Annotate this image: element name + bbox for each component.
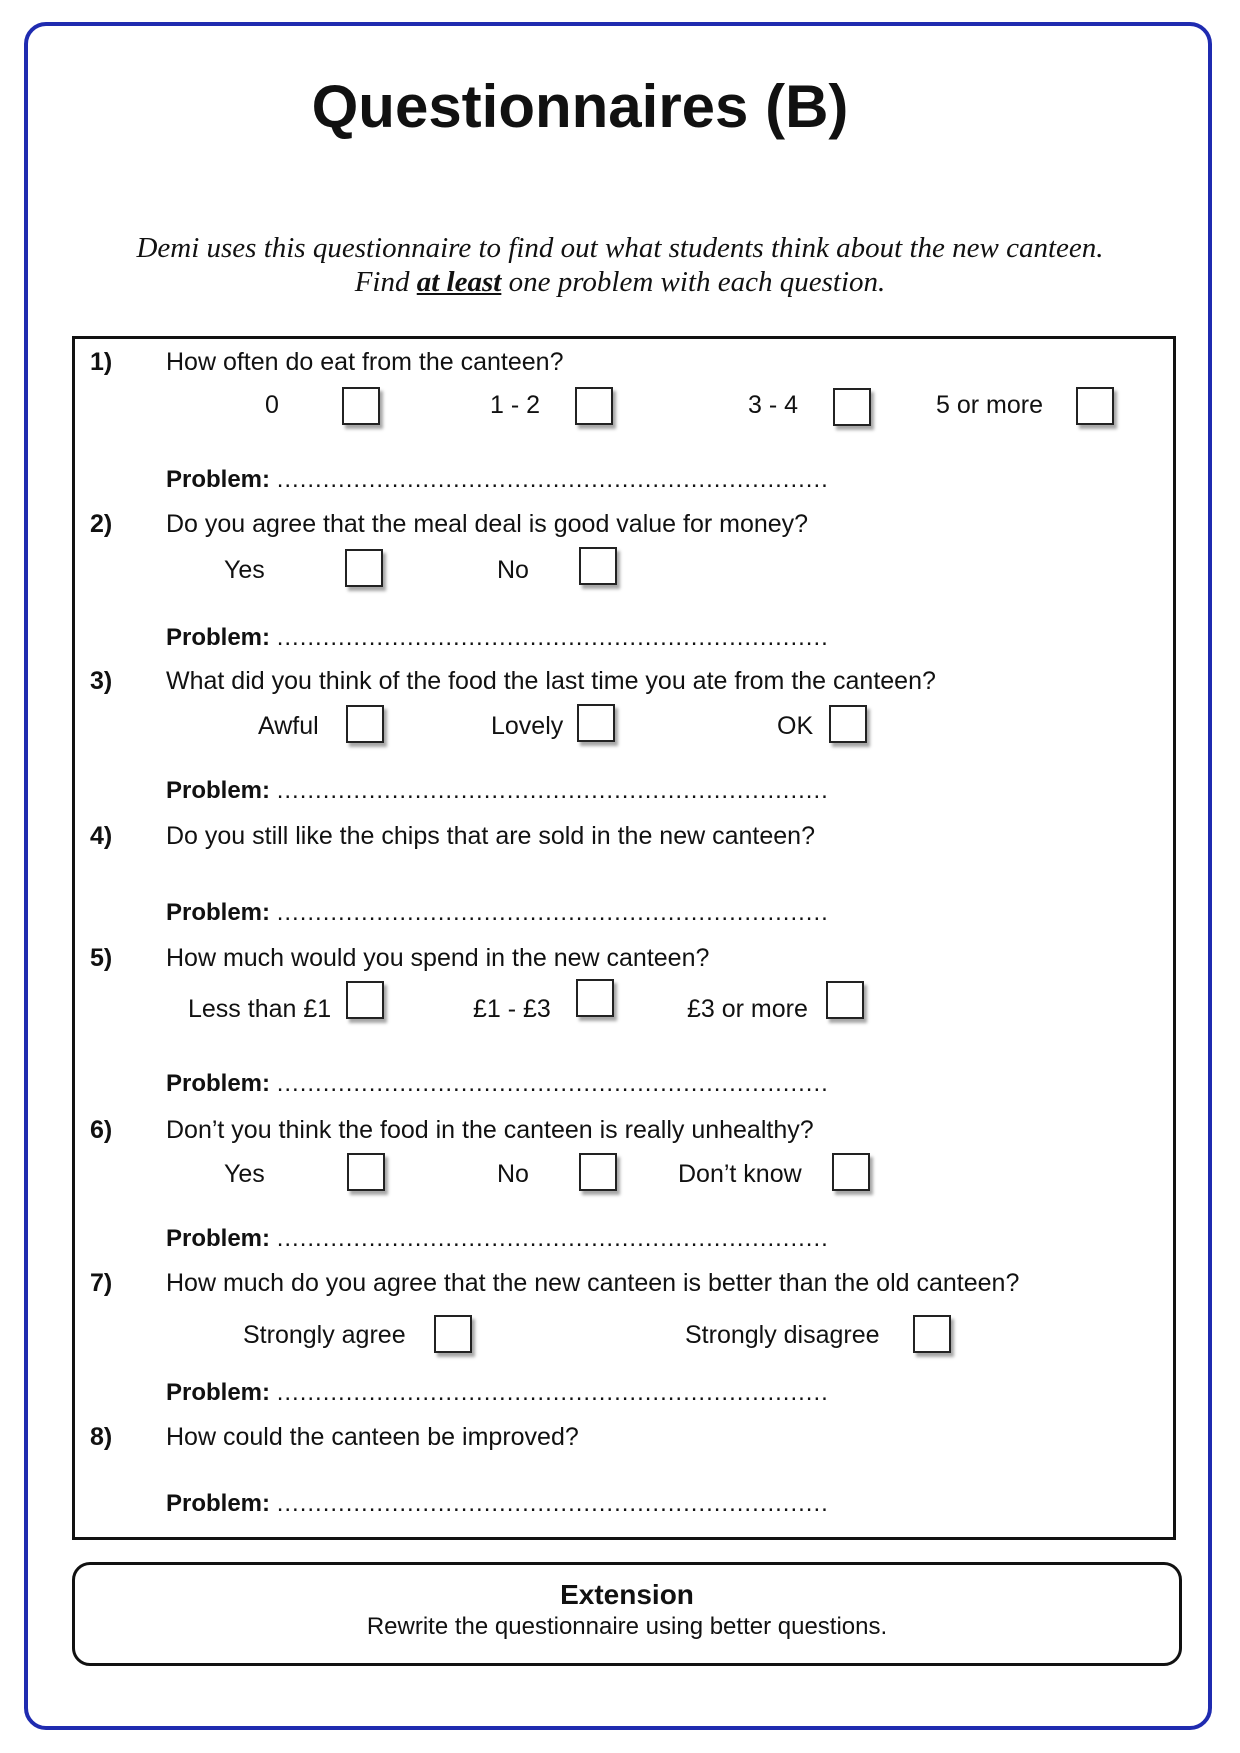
question-text: How could the canteen be improved? xyxy=(166,1423,579,1451)
answer-dots[interactable]: ........................................................................ xyxy=(276,466,829,493)
question-number: 8) xyxy=(90,1423,113,1451)
intro-line-2-pre: Find xyxy=(354,266,417,298)
page-title: Questionnaires (B) xyxy=(311,73,849,140)
answer-checkbox[interactable] xyxy=(832,1153,870,1191)
question-number: 3) xyxy=(90,667,113,695)
problem-line xyxy=(166,466,829,494)
question-text: How often do eat from the canteen? xyxy=(166,348,564,376)
problem-label: Problem: xyxy=(166,899,271,926)
answer-checkbox[interactable] xyxy=(1076,387,1114,425)
problem-label: Problem: xyxy=(166,777,271,804)
problem-line xyxy=(166,777,829,805)
answer-checkbox[interactable] xyxy=(577,704,615,742)
answer-checkbox[interactable] xyxy=(579,1153,617,1191)
problem-line xyxy=(166,1225,829,1253)
problem-line xyxy=(166,1379,829,1407)
option-label: £1 - £3 xyxy=(473,995,551,1023)
question-text: Don’t you think the food in the canteen is really unhealthy? xyxy=(166,1116,814,1144)
option-label: Don’t know xyxy=(678,1160,802,1188)
answer-checkbox[interactable] xyxy=(345,549,383,587)
option-label: 0 xyxy=(265,391,279,419)
question-number: 5) xyxy=(90,944,113,972)
problem-label: Problem: xyxy=(166,1490,271,1517)
problem-label: Problem: xyxy=(166,624,271,651)
answer-dots[interactable]: ........................................................................ xyxy=(276,1225,829,1252)
problem-line xyxy=(166,899,829,927)
answer-checkbox[interactable] xyxy=(913,1315,951,1353)
problem-line xyxy=(166,624,829,652)
question-text: How much would you spend in the new canteen? xyxy=(166,944,710,972)
question-number: 1) xyxy=(90,348,113,376)
problem-line xyxy=(166,1070,829,1098)
answer-dots[interactable]: ........................................................................ xyxy=(276,1070,829,1097)
option-label: Less than £1 xyxy=(188,995,332,1023)
question-text: Do you still like the chips that are sold in the new canteen? xyxy=(166,822,815,850)
intro-line-1: Demi uses this questionnaire to find out what students think about the new canteen. xyxy=(136,232,1104,264)
option-label: No xyxy=(497,1160,529,1188)
question-number: 2) xyxy=(90,510,113,538)
answer-checkbox[interactable] xyxy=(833,388,871,426)
answer-checkbox[interactable] xyxy=(346,981,384,1019)
intro-line-2 xyxy=(40,266,1200,299)
answer-dots[interactable]: ........................................................................ xyxy=(276,899,829,926)
problem-label: Problem: xyxy=(166,466,271,493)
problem-line xyxy=(166,1490,829,1518)
answer-dots[interactable]: ........................................................................ xyxy=(276,1379,829,1406)
answer-dots[interactable]: ........................................................................ xyxy=(276,624,829,651)
answer-checkbox[interactable] xyxy=(579,547,617,585)
option-label: Awful xyxy=(258,712,319,740)
answer-checkbox[interactable] xyxy=(342,387,380,425)
problem-label: Problem: xyxy=(166,1379,271,1406)
question-number: 6) xyxy=(90,1116,113,1144)
answer-dots[interactable]: ........................................................................ xyxy=(276,777,829,804)
question-text: How much do you agree that the new canteen is better than the old canteen? xyxy=(166,1269,1020,1297)
option-label: No xyxy=(497,556,529,584)
question-number: 4) xyxy=(90,822,113,850)
answer-checkbox[interactable] xyxy=(829,705,867,743)
answer-checkbox[interactable] xyxy=(576,979,614,1017)
option-label: Strongly agree xyxy=(243,1321,406,1349)
option-label: Yes xyxy=(224,556,265,584)
option-label: £3 or more xyxy=(687,995,808,1023)
option-label: OK xyxy=(777,712,814,740)
problem-label: Problem: xyxy=(166,1225,271,1252)
option-label: 1 - 2 xyxy=(490,391,541,419)
intro-line-2-post: one problem with each question. xyxy=(501,266,886,298)
problem-label: Problem: xyxy=(166,1070,271,1097)
option-label: Yes xyxy=(224,1160,265,1188)
extension-title: Extension xyxy=(560,1579,694,1610)
answer-checkbox[interactable] xyxy=(575,387,613,425)
question-number: 7) xyxy=(90,1269,113,1297)
answer-dots[interactable]: ........................................................................ xyxy=(276,1490,829,1517)
answer-checkbox[interactable] xyxy=(346,705,384,743)
extension-box xyxy=(72,1562,1182,1666)
option-label: Strongly disagree xyxy=(685,1321,880,1349)
question-text: What did you think of the food the last time you ate from the canteen? xyxy=(166,667,936,695)
extension-text: Rewrite the questionnaire using better questions. xyxy=(366,1613,888,1640)
option-label: Lovely xyxy=(491,712,564,740)
intro-emphasis: at least xyxy=(416,266,502,298)
answer-checkbox[interactable] xyxy=(826,981,864,1019)
answer-checkbox[interactable] xyxy=(347,1153,385,1191)
question-text: Do you agree that the meal deal is good value for money? xyxy=(166,510,809,538)
option-label: 3 - 4 xyxy=(748,391,799,419)
option-label: 5 or more xyxy=(936,391,1043,419)
answer-checkbox[interactable] xyxy=(434,1315,472,1353)
